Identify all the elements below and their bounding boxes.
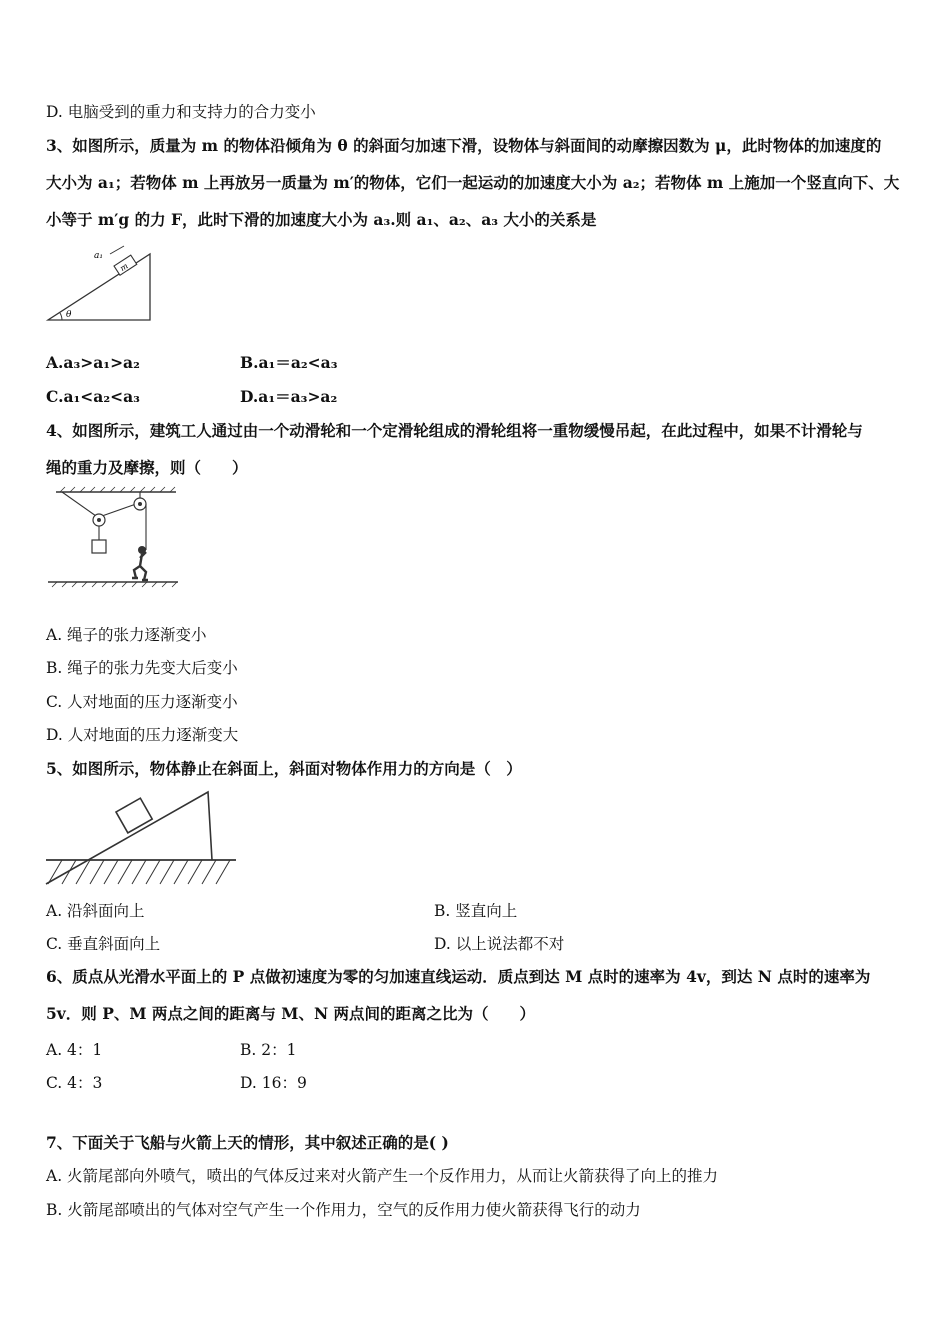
q5-option-c: C. 垂直斜面向上 [46, 935, 161, 953]
incline-rest-figure [42, 786, 240, 890]
q6-stem-line1: 6、质点从光滑水平面上的 P 点做初速度为零的匀加速直线运动．质点到达 M 点时的速率为 4v，到达 N 点时的速率为 [46, 967, 871, 986]
incline-block-figure [44, 244, 156, 326]
q2-option-d: D. 电脑受到的重力和支持力的合力变小 [46, 103, 316, 121]
q3-option-c: C.a₁<a₂<a₃ [46, 387, 140, 406]
q5-option-b: B. 竖直向上 [434, 902, 518, 920]
q6-option-d: D. 16：9 [240, 1074, 307, 1092]
q3-stem-line1: 3、如图所示，质量为 m 的物体沿倾角为 θ 的斜面匀加速下滑，设物体与斜面间的动摩擦因数为 μ，此时物体的加速度的 [46, 136, 882, 155]
q7-stem: 7、下面关于飞船与火箭上天的情形，其中叙述正确的是( ) [46, 1133, 449, 1152]
q5-option-a: A. 沿斜面向上 [46, 902, 145, 920]
q4-option-a: A. 绳子的张力逐渐变小 [46, 626, 207, 644]
q3-stem-line2: 大小为 a₁；若物体 m 上再放另一质量为 m′的物体，它们一起运动的加速度大小为 a₂；若物体 m 上施加一个竖直向下、大 [46, 173, 900, 192]
q4-stem-line2: 绳的重力及摩擦，则（ ） [46, 458, 248, 477]
q3-option-d: D.a₁＝a₃>a₂ [240, 387, 338, 406]
fig-label-a1: a₁ [94, 251, 103, 261]
pulley-figure [44, 486, 184, 590]
q6-stem-line2: 5v．则 P、M 两点之间的距离与 M、N 两点间的距离之比为（ ） [46, 1004, 536, 1023]
q6-option-b: B. 2：1 [240, 1041, 297, 1059]
q7-option-a: A. 火箭尾部向外喷气，喷出的气体反过来对火箭产生一个反作用力，从而让火箭获得了向上的推力 [46, 1167, 719, 1185]
q3-stem-line3: 小等于 m′g 的力 F，此时下滑的加速度大小为 a₃.则 a₁、a₂、a₃ 大小的关系是 [46, 210, 597, 229]
fig-label-m: m [118, 261, 130, 274]
q4-option-b: B. 绳子的张力先变大后变小 [46, 659, 238, 677]
q6-option-c: C. 4：3 [46, 1074, 103, 1092]
q3-option-b: B.a₁＝a₂<a₃ [240, 353, 338, 372]
fig-label-theta: θ [66, 310, 72, 320]
q7-option-b: B. 火箭尾部喷出的气体对空气产生一个作用力，空气的反作用力使火箭获得飞行的动力 [46, 1201, 641, 1219]
q6-option-a: A. 4：1 [46, 1041, 103, 1059]
q5-stem: 5、如图所示，物体静止在斜面上，斜面对物体作用力的方向是（ ） [46, 759, 522, 778]
q3-option-a: A.a₃>a₁>a₂ [46, 353, 140, 372]
q4-option-d: D. 人对地面的压力逐渐变大 [46, 726, 239, 744]
q4-option-c: C. 人对地面的压力逐渐变小 [46, 693, 238, 711]
q5-option-d: D. 以上说法都不对 [434, 935, 565, 953]
q4-stem-line1: 4、如图所示，建筑工人通过由一个动滑轮和一个定滑轮组成的滑轮组将一重物缓慢吊起，在此过程中，如果不计滑轮与 [46, 421, 863, 440]
